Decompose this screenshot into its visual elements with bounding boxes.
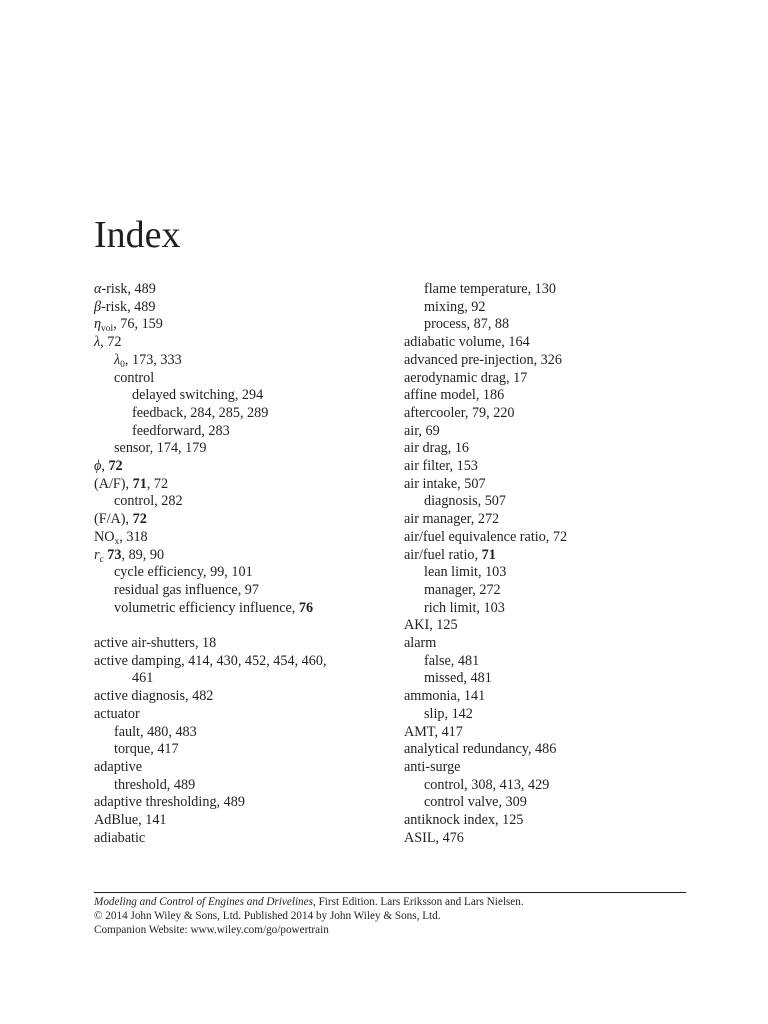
entry-prefix: NO xyxy=(94,528,115,545)
index-entry: AKI, 125 xyxy=(404,617,458,634)
page-footer xyxy=(94,896,524,937)
index-entry: active damping, 414, 430, 452, 454, 460, xyxy=(94,652,327,669)
index-entry: adiabatic xyxy=(94,829,146,846)
index-subentry: cycle efficiency, 99, 101 xyxy=(114,564,253,581)
entry-symbol: λ xyxy=(94,334,101,351)
index-subentry: control valve, 309 xyxy=(424,794,527,811)
index-entry xyxy=(94,547,394,565)
footer-line-1 xyxy=(94,896,524,910)
index-entry: ammonia, 141 xyxy=(404,688,486,705)
entry-text: (A/F), xyxy=(94,475,133,492)
index-entry xyxy=(94,334,394,352)
index-entry: air/fuel equivalence ratio, 72 xyxy=(404,528,568,545)
index-subentry: slip, 142 xyxy=(424,705,473,722)
entry-tail: , 72 xyxy=(146,475,169,492)
index-subentry: control, 282 xyxy=(114,493,183,510)
index-entry: adiabatic volume, 164 xyxy=(404,334,530,351)
entry-text: -risk, 489 xyxy=(101,298,156,315)
footer-edition-authors: , First Edition. Lars Eriksson and Lars Nielsen. xyxy=(312,896,524,908)
entry-bold-page: 71 xyxy=(481,546,496,563)
index-entry: alarm xyxy=(404,635,437,652)
index-entry: affine model, 186 xyxy=(404,387,505,404)
index-subentry: process, 87, 88 xyxy=(424,316,510,333)
footer-line-3: Companion Website: www.wiley.com/go/powertrain xyxy=(94,923,329,936)
index-column-left xyxy=(94,281,394,847)
entry-subscript: 0 xyxy=(120,359,125,370)
entry-bold-page: 73 xyxy=(107,546,122,563)
index-entry xyxy=(404,547,704,565)
index-entry: actuator xyxy=(94,705,140,722)
index-subsubentry: feedback, 284, 285, 289 xyxy=(132,404,269,421)
index-subentry: manager, 272 xyxy=(424,581,501,598)
index-entry xyxy=(94,529,394,547)
entry-text: , 76, 159 xyxy=(113,316,163,333)
index-entry: AMT, 417 xyxy=(404,723,463,740)
index-entry xyxy=(94,281,394,299)
index-entry xyxy=(94,299,394,317)
entry-text: , xyxy=(101,458,109,475)
index-entry: adaptive thresholding, 489 xyxy=(94,794,245,811)
index-column-right xyxy=(404,281,704,848)
entry-text: , 72 xyxy=(100,334,122,351)
index-subentry: flame temperature, 130 xyxy=(424,281,556,297)
entry-symbol: r xyxy=(94,546,100,563)
index-entry: air filter, 153 xyxy=(404,458,478,475)
index-subentry xyxy=(94,600,394,618)
index-subsubentry: feedforward, 283 xyxy=(132,422,230,439)
index-subsubentry: delayed switching, 294 xyxy=(132,387,264,404)
index-entry-continuation: 461 xyxy=(132,670,154,687)
index-subentry: control xyxy=(114,369,155,386)
footer-rule xyxy=(94,892,686,893)
index-subentry: mixing, 92 xyxy=(424,298,486,315)
entry-subscript: x xyxy=(114,536,120,547)
index-subentry: rich limit, 103 xyxy=(424,599,505,616)
index-entry: AdBlue, 141 xyxy=(94,812,167,829)
index-subentry: diagnosis, 507 xyxy=(424,493,506,510)
entry-bold-page: 72 xyxy=(132,511,147,528)
index-entry: analytical redundancy, 486 xyxy=(404,741,557,758)
entry-symbol: ϕ xyxy=(94,458,102,475)
index-entry: air manager, 272 xyxy=(404,511,500,528)
index-entry xyxy=(94,511,394,529)
index-subentry: torque, 417 xyxy=(114,741,179,758)
entry-bold-page: 72 xyxy=(108,458,123,475)
index-entry: anti-surge xyxy=(404,758,461,775)
entry-bold-page: 76 xyxy=(298,599,314,616)
entry-tail: , 89, 90 xyxy=(121,546,165,563)
footer-book-title: Modeling and Control of Engines and Drivelines xyxy=(94,896,313,908)
index-entry: active diagnosis, 482 xyxy=(94,688,214,705)
entry-symbol: β xyxy=(94,298,102,315)
entry-text: (F/A), xyxy=(94,511,133,528)
index-entry: aftercooler, 79, 220 xyxy=(404,404,515,421)
index-subentry xyxy=(94,352,394,370)
entry-text: , 173, 333 xyxy=(124,351,182,368)
index-entry xyxy=(94,476,394,494)
index-entry: advanced pre-injection, 326 xyxy=(404,351,562,368)
index-subentry: missed, 481 xyxy=(424,670,492,687)
index-subentry: fault, 480, 483 xyxy=(114,723,197,740)
index-entry: air, 69 xyxy=(404,422,440,439)
index-subentry: sensor, 174, 179 xyxy=(114,440,207,457)
index-subentry: lean limit, 103 xyxy=(424,564,507,581)
entry-subscript: vol xyxy=(101,324,114,335)
entry-subscript: c xyxy=(99,554,104,565)
entry-symbol: λ xyxy=(114,351,121,368)
index-entry: aerodynamic drag, 17 xyxy=(404,369,528,386)
index-entry: active air-shutters, 18 xyxy=(94,635,217,652)
entry-bold-page: 71 xyxy=(132,475,147,492)
index-subentry: false, 481 xyxy=(424,652,480,669)
index-entry: air intake, 507 xyxy=(404,475,486,492)
index-entry xyxy=(94,458,394,476)
entry-text: air/fuel ratio, xyxy=(404,546,482,563)
section-gap xyxy=(94,617,394,635)
index-entry: antiknock index, 125 xyxy=(404,812,524,829)
index-entry: air drag, 16 xyxy=(404,440,470,457)
index-entry: adaptive xyxy=(94,758,143,775)
index-subentry: threshold, 489 xyxy=(114,776,196,793)
index-subentry: control, 308, 413, 429 xyxy=(424,776,550,793)
entry-symbol: α xyxy=(94,281,102,297)
footer-line-2: © 2014 John Wiley & Sons, Ltd. Published 2014 by John Wiley & Sons, Ltd. xyxy=(94,909,441,922)
entry-text: volumetric efficiency influence, xyxy=(114,599,299,616)
index-entry xyxy=(94,316,394,334)
index-entry: ASIL, 476 xyxy=(404,829,464,846)
entry-symbol: η xyxy=(94,316,102,333)
index-subentry: residual gas influence, 97 xyxy=(114,581,259,598)
entry-text: -risk, 489 xyxy=(101,281,156,297)
entry-text: , 318 xyxy=(119,528,148,545)
page-title: Index xyxy=(94,214,181,256)
